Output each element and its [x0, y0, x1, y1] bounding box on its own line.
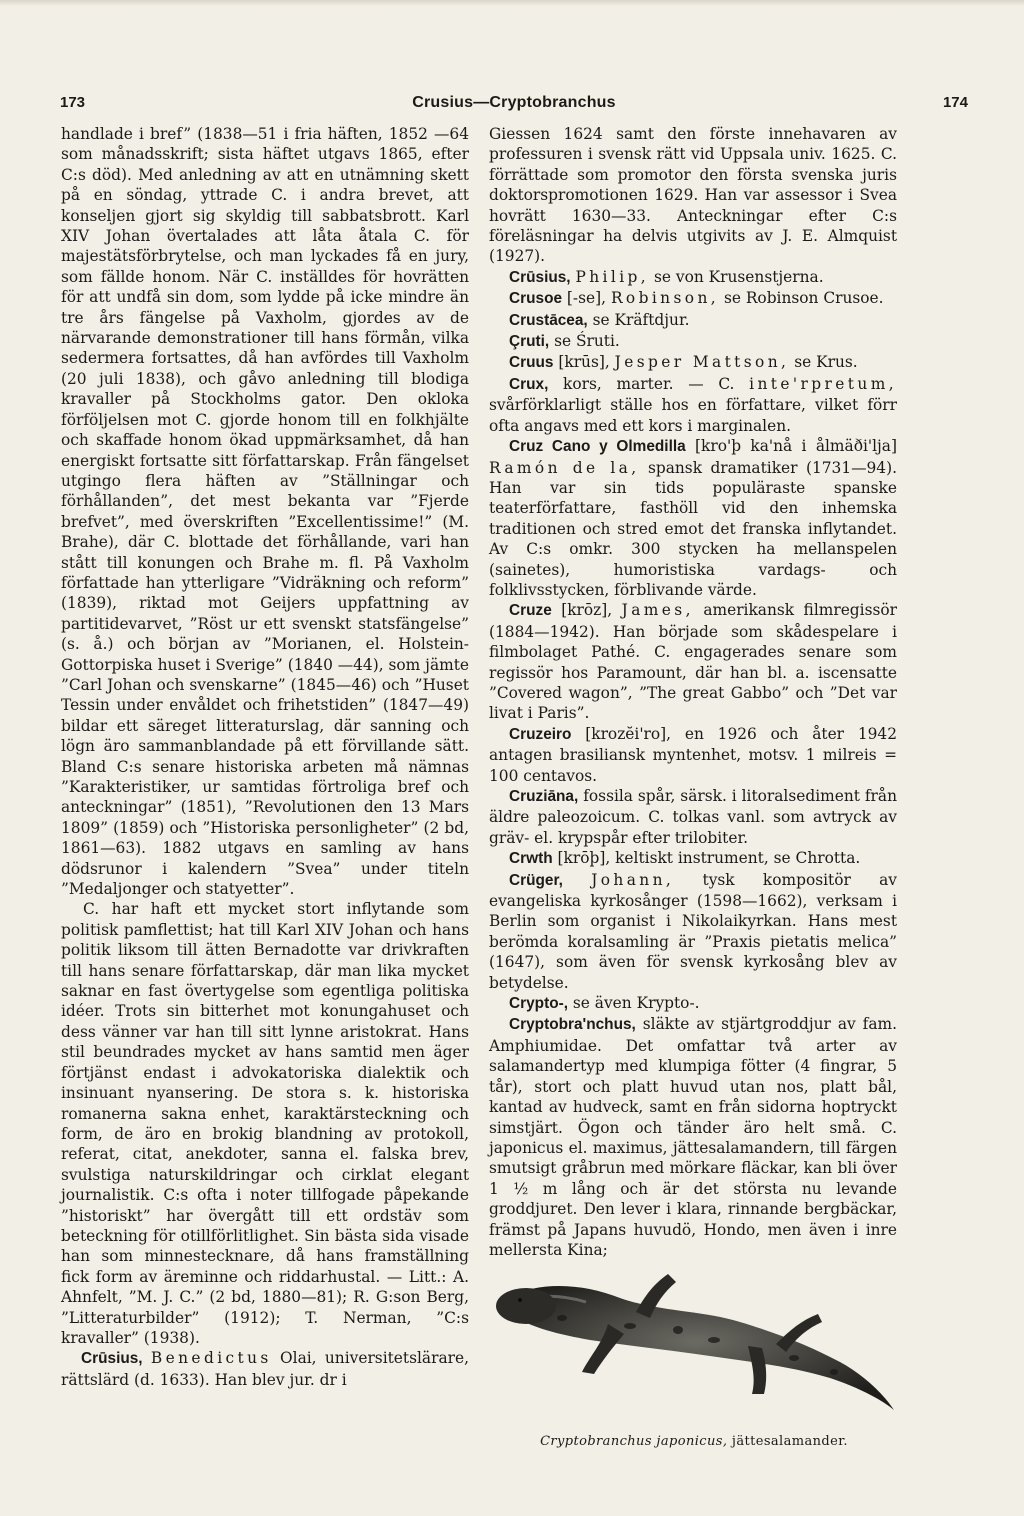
right-page-number: 174 — [942, 94, 968, 111]
entry-pronunciation: kors, marter. — C. — [548, 374, 750, 393]
entry-spaced-name: Robinson, — [610, 289, 720, 308]
entry-headword: Crūsius, — [81, 1350, 143, 1368]
dictionary-entry — [489, 993, 897, 1014]
entry-spaced-name: James, — [621, 601, 694, 620]
entry-text: se von Krusenstjerna. — [649, 267, 824, 286]
entry-text: Olai, universitetslärare, rättslärd (d. 1633). Han blev jur. dr i — [61, 1349, 469, 1389]
entry-spaced-name: Ramón de la, — [489, 458, 640, 477]
left-page-number: 173 — [60, 94, 86, 111]
entry-headword: Cruzeiro — [509, 725, 572, 743]
dictionary-entry — [489, 331, 897, 352]
dictionary-entry — [489, 436, 897, 600]
dictionary-entry — [489, 288, 897, 309]
dictionary-entry — [489, 724, 897, 786]
entry-crusius-benedictus — [61, 1348, 469, 1390]
figure-caption — [490, 1434, 898, 1449]
page-header — [60, 92, 968, 120]
entry-spaced-name: Jesper Mattson, — [614, 353, 790, 372]
dictionary-entry — [489, 267, 897, 288]
entry-spaced-name: Johann, — [591, 870, 675, 889]
entry-text: fossila spår, särsk. i litoralsediment från äldre paleozoicum. C. tolkas vanl. som avtryck av gräv- el. krypspår efter trilobiter. — [489, 787, 897, 847]
entry-text: spansk dramatiker (1731—94). Han var sin tids populäraste spanske teaterförfattare, fasthöll vid den inhemska traditionen och stred emot det franska inflytandet. Av C:s omkr. 300 stycken ha mellanspelen (sainetes), humoristiska vardags- och folklivsstycken, förblivande värde. — [489, 458, 897, 599]
crusius-influence-paragraph: C. har haft ett mycket stort inflytande som politisk pamflettist; hat till Karl XIV Johan och hans politik liksom till ätten Bernadotte var drivkraften till hans senare författarskap, där man lika mycket saknar en fast övertygelse som egentliga politiska idéer. Trots sin bitterhet mot konungahuset och dess vänner var han till sitt lynne aristokrat. Hans stil beundrades mycket av hans samtid men äger förtjänst endast i advokatoriska dialektik och insinuant nyansering. De stora s. k. historiska romanerna sakna enhet, karaktärsteckning och form, de äro en brokig blandning av protokoll, referat, citat, anekdoter, sanna el. falska brev, svulstiga naturskildringar och cirklat elegant journalistik. C:s ofta i noter tillfogade påpekande ”historiskt” har övergått till ett ordstäv som beteckning för otillförlitlighet. Sin bästa sida visade han som minnestecknare, då hans framställning fick form av äreminne och riddarhustal. — Litt.: A. Ahnfelt, ”M. J. C.” (2 bd, 1880—81); R. G:son Berg, ”Litteraturbilder” (1912); T. Nerman, ”C:s kravaller” (1938). — [61, 900, 469, 1347]
page-edge — [0, 0, 1024, 6]
entry-pronunciation: [krōz], — [551, 601, 622, 620]
entry-text: [krōþ], keltiskt instrument, se Chrotta. — [557, 849, 861, 868]
left-column — [61, 124, 469, 1390]
dictionary-entry — [489, 1014, 897, 1260]
caption-species: Cryptobranchus japonicus, — [540, 1434, 728, 1449]
entry-headword: Crwth — [509, 850, 553, 868]
entry-text: tysk kompositör av evangeliska kyrkosånger (1598—1662), verksam i Berlin som organist i Nikolaikyrkan. Hans mest berömda koralsamling är ”Praxis pietatis melica” (1647), som även för svensk kyrkosång blev av betydelse. — [489, 870, 897, 992]
entry-headword: Crūsius, — [509, 268, 571, 286]
crusius-main-paragraph: handlade i bref” (1838—51 i fria häften, 1852 —64 som månadsskrift; sista häftet utgavs 1865, efter C:s död). Med anledning av att en utnämning skett på en söndag, yttrade C. i andra brevet, att konseljen gjort sig skyldig till sabbatsbrott. Karl XIV Johan övertalades att låta åtala C. för majestätsförbrytelse, och man lyckades få en jury, som fällde honom. När C. inställdes för hovrätten för att undfå sin dom, som lydde på icke mindre än tre års fängelse på Vaxholm, gjordes av de närvarande demonstrationer till hans förmån, vilka sedermera fortsattes, då han avfördes till Vaxholm (20 juli 1838), och gåvo anledning till blodiga kravaller på Stockholms gator. Den okloka förföljelsen mot C. gjorde honom till en folkhjälte och skaffade honom ökad uppmärksamhet, då han energiskt fortsatte sitt författarskap. Från fängelset utgingo flera häften av ”Ställningar och förhållanden”, det mest bekanta var ”Fjerde brefvet”, med överskriften ”Excellentissime!” (M. Brahe), där C. blottade det förhållande, vari han stått till konungen och Brahe m. fl. På Vaxholm författade han ytterligare ”Vidräkning och reform” (1839), riktad mot Geijers uppfattning av partitidevarvet, ”Röst ur ett svenskt statsfängelse” (s. å.) och början av ”Morianen, el. Holstein-Gottorpiska huset i Sverige” (1840 —44), som jämte ”Carl Johan och svenskarne” (1845—46) och ”Huset Tessin under envåldet och frihetstiden” (1847—49) bildar ett säreget litteraturslag, där sanning och lögn äro sammanblandade på ett förvillande sätt. Bland C:s senare historiska arbeten må nämnas ”Karakteristiker, ur samtidas förtroliga bref och anteckningar” (1851), ”Revolutionen den 13 Mars 1809” (1859) och ”Historiska personligheter” (2 bd, 1861—63). 1882 utgavs en samling av hans dödsrunor i kalendern ”Svea” under titeln ”Medaljonger och statyetter”. — [61, 125, 470, 899]
dictionary-entry — [489, 600, 897, 723]
entry-text: se Śruti. — [554, 332, 620, 351]
entry-headword: Crusoe — [509, 290, 563, 308]
running-title: Crusius—Cryptobranchus — [412, 94, 616, 111]
dictionary-entry — [489, 848, 897, 869]
entry-pronunciation: [krūs], — [553, 353, 615, 372]
entry-headword: Cruziāna, — [509, 788, 579, 805]
entry-spaced-name: Philip, — [575, 267, 650, 286]
entry-name: Benedictus — [150, 1349, 272, 1368]
right-column — [489, 124, 897, 1260]
entry-pronunciation: [-se], — [562, 289, 611, 308]
dictionary-entry — [489, 310, 897, 331]
entry-pronunciation: [kro'þ ka'nå i ålmäði'lja] — [685, 437, 897, 456]
entry-text: se Kräftdjur. — [592, 310, 690, 329]
entry-spaced-name: inte'rpretum, — [749, 374, 897, 393]
entry-text: svårförklarligt ställe hos en författare, vilket förr ofta angavs med ett kors i marginalen. — [489, 396, 897, 435]
entry-headword: Cruze — [509, 602, 552, 620]
dictionary-entry — [489, 352, 897, 373]
entry-headword: Crypto-, — [509, 995, 568, 1013]
giant-salamander-illustration — [490, 1260, 898, 1430]
dictionary-entry — [489, 374, 897, 436]
entry-headword: Crustācea, — [509, 311, 588, 329]
entry-headword: Cruz Cano y Olmedilla — [509, 438, 686, 456]
dictionary-entry — [489, 870, 897, 993]
entry-headword: Cruus — [509, 354, 554, 372]
entry-text: [krozĕi'ro], en 1926 och åter 1942 antagen brasiliansk myntenhet, motsv. 1 milreis = 100 centavos. — [489, 724, 897, 785]
entry-text: se Robinson Crusoe. — [719, 289, 884, 308]
entry-text: se Krus. — [789, 353, 858, 372]
entry-text: släkte av stjärtgroddjur av fam. Amphiumidae. Det omfattar två arter av salamandertyp med klumpiga fötter (4 fingrar, 5 tår), stort och platt huvud utan nos, platt bål, kantad av hudveck, samt en från sidorna hoptryckt simstjärt. Ögon och tänder äro helt små. C. japonicus el. maximus, jättesalamandern, till färgen smutsigt gråbrun med mörkare fläckar, kan bli över 1 ½ m lång och är det största nu levande groddjuret. Den lever i klara, rinnande bergbäckar, främst på Japans huvudö, Hondo, men även i inre mellersta Kina; — [489, 1015, 897, 1259]
salamander-figure — [490, 1260, 898, 1430]
dictionary-entry — [489, 786, 897, 848]
entry-headword: Cryptobra'nchus, — [509, 1016, 636, 1034]
entry-text: se även Krypto-. — [572, 994, 700, 1013]
entry-headword: Çruti, — [509, 333, 550, 351]
entry-headword: Crüger, — [509, 871, 563, 889]
entry-text: amerikansk filmregissör (1884—1942). Han började som skådespelare i filmbolaget Pathé. C. engagerades senare som regissör hos Paramount, där han bl. a. iscensatte ”Covered wagon”, ”The great Gabbo” och ”Det var livat i Paris”. — [489, 601, 897, 723]
entry-headword: Crux, — [509, 375, 549, 393]
caption-common-name: jättesalamander. — [727, 1434, 848, 1449]
entry-list — [489, 267, 897, 1261]
crusius-continuation: Giessen 1624 samt den förste innehavaren av professuren i svensk rätt vid Uppsala univ. 1625. C. förrättade som promotor den första svenska juris doktorspromotionen 1629. Han var assessor i Svea hovrätt 1630—33. Anteckningar efter C:s föreläsningar ha delvis utgivits av J. E. Almquist (1927). — [489, 125, 897, 266]
